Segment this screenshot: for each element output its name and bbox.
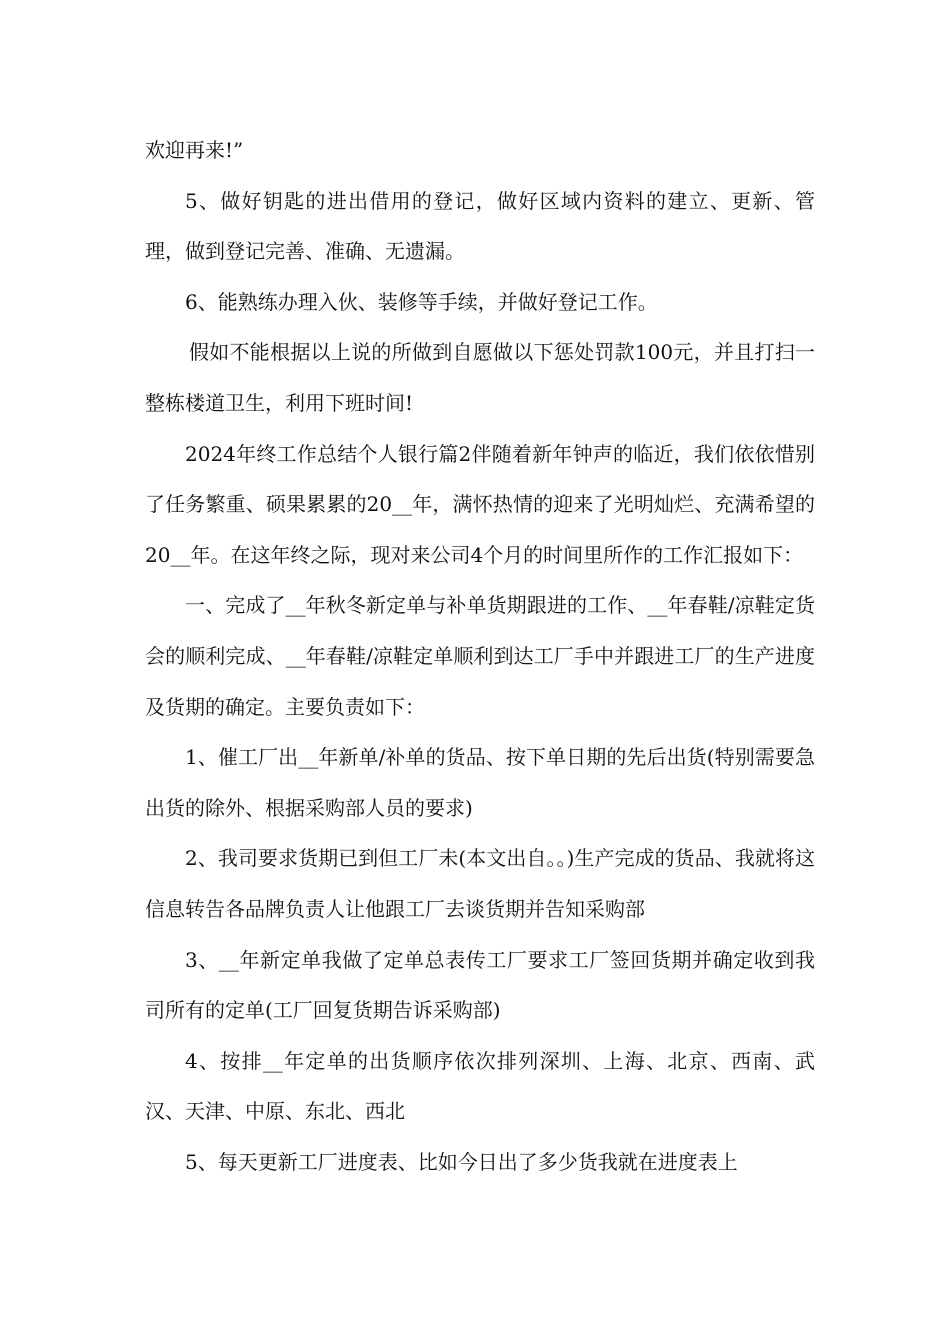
paragraph-item-1: 1、催工厂出__年新单/补单的货品、按下单日期的先后出货(特别需要急出货的除外、根据采购部人员的要求) <box>145 745 815 820</box>
paragraph-summary-intro: 2024年终工作总结个人银行篇2伴随着新年钟声的临近，我们依依惜别了任务繁重、硕果累累的20__年，满怀热情的迎来了光明灿烂、充满希望的20__年。在这年终之际，现对来公司4个月的时间里所作的工作汇报如下： <box>145 441 815 567</box>
paragraph-item-6-procedures: 6、能熟练办理入伙、装修等手续，并做好登记工作。 <box>185 289 658 314</box>
paragraph-section-one: 一、完成了__年秋冬新定单与补单货期跟进的工作、__年春鞋/凉鞋定货会的顺利完成、__年春鞋/凉鞋定单顺利到达工厂手中并跟进工厂的生产进度及货期的确定。主要负责如下： <box>145 593 815 719</box>
paragraph-penalty: 假如不能根据以上说的所做到自愿做以下惩处罚款100元，并且打扫一整栋楼道卫生，利用下班时间! <box>145 340 815 415</box>
paragraph-item-5-keys: 5、做好钥匙的进出借用的登记，做好区域内资料的建立、更新、管理，做到登记完善、准确、无遗漏。 <box>145 188 815 264</box>
paragraph-item-2: 2、我司要求货期已到但工厂未(本文出自。。)生产完成的货品、我就将这信息转告各品牌负责人让他跟工厂去谈货期并告知采购部 <box>145 846 815 921</box>
paragraph-item-3: 3、__年新定单我做了定单总表传工厂要求工厂签回货期并确定收到我司所有的定单(工厂回复货期告诉采购部) <box>145 947 815 1023</box>
document-body <box>145 125 815 1187</box>
paragraph-item-5-progress: 5、每天更新工厂进度表、比如今日出了多少货我就在进度表上 <box>185 1149 738 1174</box>
paragraph-continuation: 欢迎再来!” <box>145 138 244 162</box>
paragraph-item-4: 4、按排__年定单的出货顺序依次排列深圳、上海、北京、西南、武汉、天津、中原、东北、西北 <box>145 1048 815 1124</box>
